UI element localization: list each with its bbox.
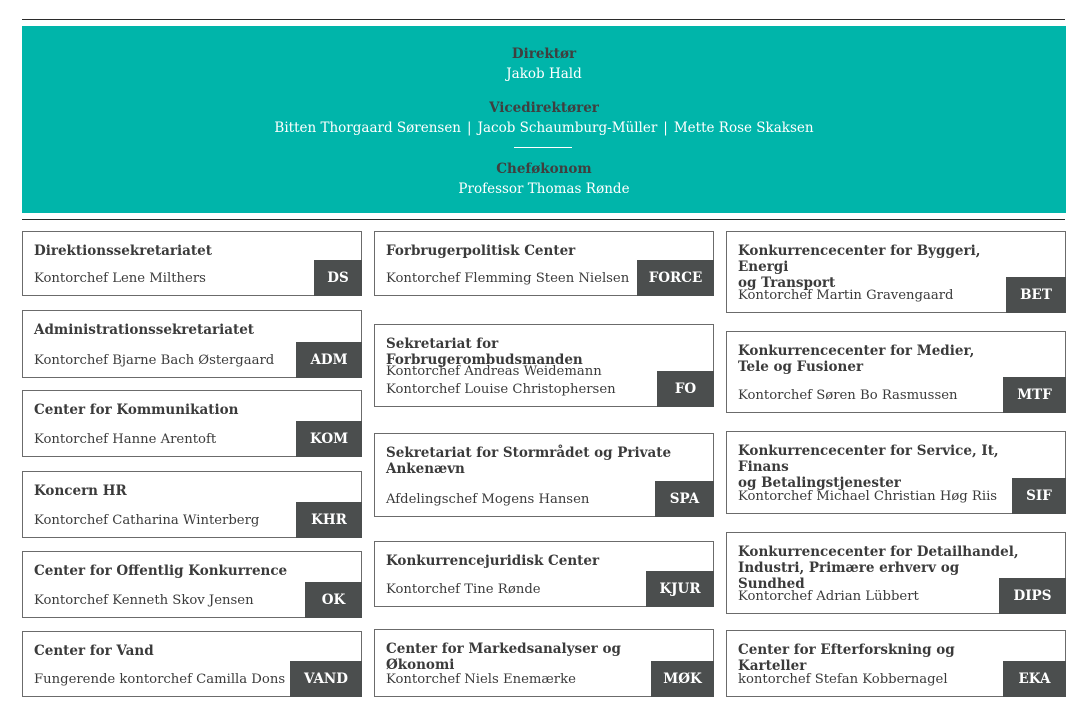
unit-title: [738, 243, 1025, 291]
unit-title-line-2: Tele og Fusioner: [738, 359, 864, 375]
unit-code-badge: OK: [305, 582, 362, 618]
unit-title: Center for Kommunikation: [34, 402, 239, 418]
unit-title: [738, 443, 1025, 491]
unit-box: [726, 231, 1066, 313]
unit-code-badge: FO: [657, 371, 714, 407]
unit-chief: Kontorchef Catharina Winterberg: [34, 513, 260, 528]
vice-separator-2: |: [663, 120, 668, 136]
unit-title: Center for Markedsanalyser og Økonomi: [386, 641, 621, 673]
unit-chief: Kontorchef Bjarne Bach Østergaard: [34, 353, 275, 368]
vice-director-3: Mette Rose Skaksen: [673, 120, 814, 136]
vice-directors-names: [22, 120, 1066, 136]
unit-code-badge: KJUR: [646, 571, 714, 607]
unit-code-badge: BET: [1006, 277, 1066, 313]
vice-director-2: Jacob Schaumburg-Müller: [477, 120, 658, 136]
unit-box: [22, 310, 362, 378]
unit-code-badge: VAND: [290, 661, 362, 697]
unit-title: Forbrugerpolitisk Center: [386, 243, 576, 259]
unit-chief: Kontorchef Adrian Lübbert: [738, 589, 919, 604]
unit-chief: Kontorchef Hanne Arentoft: [34, 432, 217, 447]
unit-chief: Kontorchef Søren Bo Rasmussen: [738, 388, 958, 403]
vice-director-1: Bitten Thorgaard Sørensen: [274, 120, 462, 136]
unit-title: [386, 445, 673, 477]
unit-code-badge: MTF: [1003, 377, 1066, 413]
unit-title-line-2: og Betalingstjenester: [738, 475, 901, 491]
unit-chief: Kontorchef Lene Milthers: [34, 271, 206, 286]
unit-box: [22, 551, 362, 618]
chief-economist-label: Cheføkonom: [496, 161, 592, 177]
unit-box: [22, 631, 362, 697]
unit-code-badge: DIPS: [999, 578, 1066, 614]
unit-code-badge: FORCE: [637, 260, 714, 296]
top-rule: [22, 19, 1065, 20]
unit-title-line-2: Industri, Primære erhverv og Sundhed: [738, 560, 960, 592]
unit-box: [374, 541, 714, 607]
unit-title: [738, 343, 1025, 375]
unit-title-line-1: Sekretariat for Stormrådet og Private: [386, 445, 672, 461]
unit-title: Koncern HR: [34, 483, 127, 499]
unit-title-line-1: Konkurrencecenter for Byggeri, Energi: [738, 243, 981, 275]
unit-box: [374, 433, 714, 517]
unit-code-badge: ADM: [296, 342, 362, 378]
unit-title: Center for Efterforskning og Karteller: [738, 642, 955, 674]
unit-box: [726, 431, 1066, 514]
unit-title: Direktionssekretariatet: [34, 243, 212, 259]
unit-box: [22, 231, 362, 296]
unit-chief: Kontorchef Michael Christian Høg Riis: [738, 489, 998, 504]
unit-title-line-1: Konkurrencecenter for Detailhandel,: [738, 544, 1019, 560]
unit-chief: Kontorchef Tine Rønde: [386, 582, 541, 597]
unit-code-badge: SIF: [1012, 478, 1066, 514]
unit-chief: Kontorchef Niels Enemærke: [386, 672, 576, 687]
unit-box: [22, 390, 362, 457]
unit-chief: Afdelingschef Mogens Hansen: [386, 492, 590, 507]
unit-code-badge: KHR: [296, 502, 362, 538]
unit-title: Center for Vand: [34, 643, 154, 659]
unit-title-line-2: og Transport: [738, 275, 836, 291]
unit-code-badge: DS: [314, 260, 362, 296]
chief-economist-name: Professor Thomas Rønde: [458, 181, 630, 197]
unit-box: [726, 331, 1066, 413]
unit-code-badge: MØK: [651, 661, 714, 697]
header-divider: [514, 147, 572, 148]
director-name: Jakob Hald: [506, 66, 582, 82]
unit-title: Administrationssekretariatet: [34, 322, 255, 338]
unit-chief-1: Kontorchef Andreas Weidemann: [386, 364, 602, 379]
unit-title-line-2: Ankenævn: [386, 461, 465, 477]
bottom-rule: [22, 219, 1065, 220]
unit-chief: Fungerende kontorchef Camilla Dons: [34, 672, 286, 687]
unit-box: [374, 231, 714, 296]
unit-title: [738, 544, 1025, 592]
unit-title-line-1: Konkurrencecenter for Service, It, Finans: [738, 443, 999, 475]
unit-chief: Kontorchef Martin Gravengaard: [738, 288, 954, 303]
unit-title: Konkurrencejuridisk Center: [386, 553, 600, 569]
director-label: Direktør: [511, 46, 577, 62]
unit-title-line-1: Konkurrencecenter for Medier,: [738, 343, 975, 359]
unit-chief: Kontorchef Kenneth Skov Jensen: [34, 593, 254, 608]
vice-directors-label: Vicedirektører: [489, 100, 599, 116]
unit-box: [22, 471, 362, 538]
unit-box: [374, 324, 714, 407]
unit-code-badge: KOM: [296, 421, 362, 457]
unit-title: Center for Offentlig Konkurrence: [34, 563, 288, 579]
unit-chief-2: Kontorchef Louise Christophersen: [386, 382, 616, 397]
unit-box: [726, 532, 1066, 614]
unit-chief: kontorchef Stefan Kobbernagel: [738, 672, 948, 687]
unit-chief: Kontorchef Flemming Steen Nielsen: [386, 271, 630, 286]
unit-box: [726, 630, 1066, 697]
unit-title: Sekretariat for Forbrugerombudsmanden: [386, 336, 583, 368]
leadership-header: [22, 26, 1066, 213]
unit-code-badge: SPA: [655, 481, 714, 517]
vice-separator-1: |: [467, 120, 472, 136]
unit-box: [374, 629, 714, 697]
unit-code-badge: EKA: [1003, 661, 1066, 697]
